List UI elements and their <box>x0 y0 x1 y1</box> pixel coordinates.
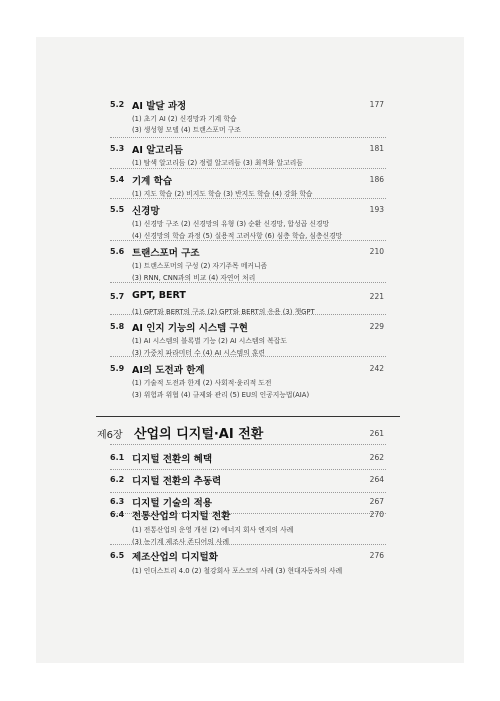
subsection-line: (1) 초기 AI (2) 신경망과 기계 학습 <box>132 115 237 123</box>
dotted-divider <box>110 198 386 199</box>
subsection-line: (1) 인더스트리 4.0 (2) 철강회사 포스코의 사례 (3) 현대자동차의 사례 <box>132 567 343 575</box>
chapter-title: 산업의 디지털·AI 전환 <box>134 427 264 442</box>
section-page-number: 264 <box>369 475 384 484</box>
dotted-divider <box>110 240 386 241</box>
section-number: 5.4 <box>110 175 125 184</box>
section-page-number: 177 <box>369 100 384 109</box>
dotted-divider <box>110 314 386 315</box>
section-page-number: 270 <box>369 510 384 519</box>
section-number: 6.1 <box>110 453 125 462</box>
subsection-line: (1) 기술적 도전과 한계 (2) 사회적·윤리적 도전 <box>132 379 272 387</box>
dotted-divider <box>110 469 386 470</box>
section-title: AI 알고리듬 <box>132 145 183 156</box>
dotted-divider <box>110 492 386 493</box>
section-title: 전통산업의 디지털 전환 <box>132 511 231 522</box>
subsection-line: (1) 전통산업의 운영 개선 (2) 에너지 회사 엔지의 사례 <box>132 526 294 534</box>
section-title: 기계 학습 <box>132 176 173 187</box>
section-title: 신경망 <box>132 206 160 217</box>
subsection-line: (1) 탐색 알고리듬 (2) 정렬 알고리듬 (3) 최적화 알고리듬 <box>132 159 303 167</box>
section-number: 6.2 <box>110 475 125 484</box>
section-number: 5.2 <box>110 100 125 109</box>
section-number: 5.9 <box>110 364 125 373</box>
section-page-number: 267 <box>369 497 384 506</box>
dotted-divider <box>110 544 386 545</box>
section-title: AI의 도전과 한계 <box>132 365 205 376</box>
dotted-divider <box>110 444 386 445</box>
section-page-number: 221 <box>369 292 384 301</box>
section-number: 6.5 <box>110 551 125 560</box>
section-page-number: 262 <box>369 453 384 462</box>
section-page-number: 210 <box>369 247 384 256</box>
subsection-line: (1) 지도 학습 (2) 비지도 학습 (3) 반지도 학습 (4) 강화 학습 <box>132 190 313 198</box>
section-number: 5.8 <box>110 322 125 331</box>
section-page-number: 186 <box>369 175 384 184</box>
section-title: 디지털 전환의 추동력 <box>132 476 222 487</box>
section-number: 6.4 <box>110 510 125 519</box>
dotted-divider <box>110 168 386 169</box>
section-number: 5.6 <box>110 247 125 256</box>
section-page-number: 193 <box>369 205 384 214</box>
section-page-number: 242 <box>369 364 384 373</box>
section-title: 디지털 기술의 적용 <box>132 498 213 509</box>
subsection-line: (1) 신경망 구조 (2) 신경망의 유형 (3) 순환 신경망, 합성곱 신경망 <box>132 220 330 228</box>
subsection-line: (3) 위험과 위협 (4) 규제와 관리 (5) EU의 인공지능법(AIA) <box>132 391 310 399</box>
subsection-line: (1) AI 시스템의 블록별 기능 (2) AI 시스템의 복잡도 <box>132 337 287 345</box>
toc-page <box>36 37 464 663</box>
section-title: 제조산업의 디지털화 <box>132 552 218 563</box>
section-number: 5.5 <box>110 205 125 214</box>
subsection-line: (3) RNN, CNN과의 비교 (4) 자연어 처리 <box>132 274 256 282</box>
chapter-page-number: 261 <box>369 429 384 438</box>
section-title: AI 인지 기능의 시스템 구현 <box>132 323 248 334</box>
section-page-number: 229 <box>369 322 384 331</box>
section-number: 5.3 <box>110 144 125 153</box>
section-page-number: 276 <box>369 551 384 560</box>
subsection-line: (3) 생성형 모델 (4) 트랜스포머 구조 <box>132 126 241 134</box>
section-title: 트랜스포머 구조 <box>132 248 200 259</box>
section-number: 5.7 <box>110 292 125 301</box>
section-title: AI 발달 과정 <box>132 101 187 112</box>
chapter-divider <box>96 416 400 417</box>
subsection-line: (3) 가중치 파라미터 수 (4) AI 시스템의 훈련 <box>132 349 265 357</box>
dotted-divider <box>110 356 386 357</box>
subsection-line: (1) GPT와 BERT의 구조 (2) GPT와 BERT의 응용 (3) 챗GPT <box>132 308 315 316</box>
dotted-divider <box>110 282 386 283</box>
dotted-divider <box>110 137 386 138</box>
subsection-line: (1) 트랜스포머의 구성 (2) 자기주목 메커니즘 <box>132 262 268 270</box>
subsection-line: (3) 농기계 제조사 존디어의 사례 <box>132 538 230 546</box>
section-number: 6.3 <box>110 497 125 506</box>
section-page-number: 181 <box>369 144 384 153</box>
section-title: 디지털 전환의 혜택 <box>132 454 213 465</box>
section-title: GPT, BERT <box>132 290 186 301</box>
subsection-line: (4) 신경망의 학습 과정 (5) 실용적 고려사항 (6) 심층 학습, 심층신경망 <box>132 232 343 240</box>
chapter-label: 제6장 <box>97 430 123 441</box>
